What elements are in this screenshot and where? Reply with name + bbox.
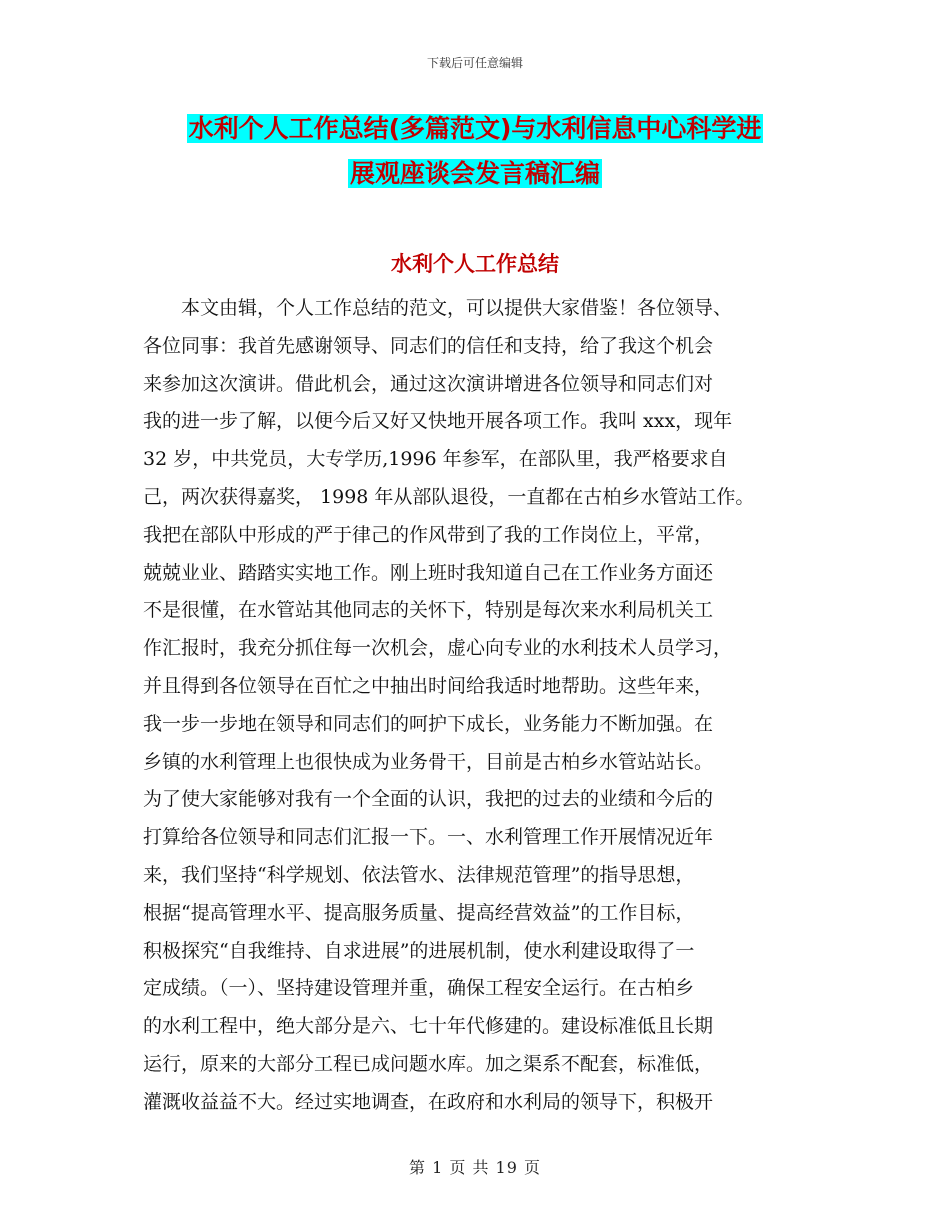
- body-line: 灌溉收益益不大。经过实地调查，在政府和水利局的领导下，积极开: [143, 1090, 714, 1113]
- body-line: 32 岁，中共党员，大专学历,1996 年参军，在部队里，我严格要求自: [143, 448, 728, 471]
- body-line: 根据“提高管理水平、提高服务质量、提高经营效益”的工作目标，: [143, 901, 695, 924]
- body-line: 我的进一步了解，以便今后又好又快地开展各项工作。我叫 xxx，现年: [143, 410, 733, 433]
- body-line: 我一步一步地在领导和同志们的呵护下成长，业务能力不断加强。在: [143, 712, 714, 735]
- body-line: 不是很懂，在水管站其他同志的关怀下，特别是每次来水利局机关工: [143, 599, 714, 622]
- document-title-line-2: [0, 157, 950, 191]
- body-line: 各位同事：我首先感谢领导、同志们的信任和支持，给了我这个机会: [143, 334, 714, 357]
- page-header-note: 下载后可任意编辑: [426, 56, 523, 70]
- body-line: 运行，原来的大部分工程已成问题水库。加之渠系不配套，标准低，: [143, 1052, 714, 1075]
- body-line: 积极探究“自我维持、自求进展”的进展机制，使水利建设取得了一: [143, 939, 695, 962]
- body-line: 来参加这次演讲。借此机会，通过这次演讲增进各位领导和同志们对: [143, 372, 714, 395]
- title-highlight-2: 展观座谈会发言稿汇编: [349, 159, 600, 188]
- body-line: 并且得到各位领导在百忙之中抽出时间给我适时地帮助。这些年来，: [143, 674, 714, 697]
- body-text: [143, 290, 833, 1122]
- document-title-line-1: [0, 112, 950, 146]
- body-line: 我把在部队中形成的严于律己的作风带到了我的工作岗位上，平常，: [143, 523, 714, 546]
- body-line: 为了使大家能够对我有一个全面的认识，我把的过去的业绩和今后的: [143, 788, 714, 811]
- body-line: 兢兢业业、踏踏实实地工作。刚上班时我知道自己在工作业务方面还: [143, 561, 714, 584]
- body-line: 己，两次获得嘉奖， 1998 年从部队退役，一直都在古柏乡水管站工作。: [143, 485, 755, 508]
- body-line: 打算给各位领导和同志们汇报一下。一、水利管理工作开展情况近年: [143, 826, 714, 849]
- body-line: 的水利工程中，绝大部分是六、七十年代修建的。建设标准低且长期: [143, 1015, 714, 1038]
- body-line: 本文由辑，个人工作总结的范文，可以提供大家借鉴！各位领导、: [143, 297, 733, 319]
- page-footer: 第 1 页 共 19 页: [409, 1158, 541, 1177]
- body-line: 乡镇的水利管理上也很快成为业务骨干，目前是古柏乡水管站站长。: [143, 750, 714, 773]
- body-line: 定成绩。（一）、坚持建设管理并重，确保工程安全运行。在古柏乡: [143, 977, 695, 1000]
- section-title: 水利个人工作总结: [391, 252, 559, 276]
- body-line: 作汇报时，我充分抓住每一次机会，虚心向专业的水利技术人员学习，: [143, 637, 733, 660]
- body-line: 来，我们坚持“科学规划、依法管水、法律规范管理”的指导思想，: [143, 863, 695, 886]
- title-highlight-1: 水利个人工作总结(多篇范文)与水利信息中心科学进: [188, 114, 762, 143]
